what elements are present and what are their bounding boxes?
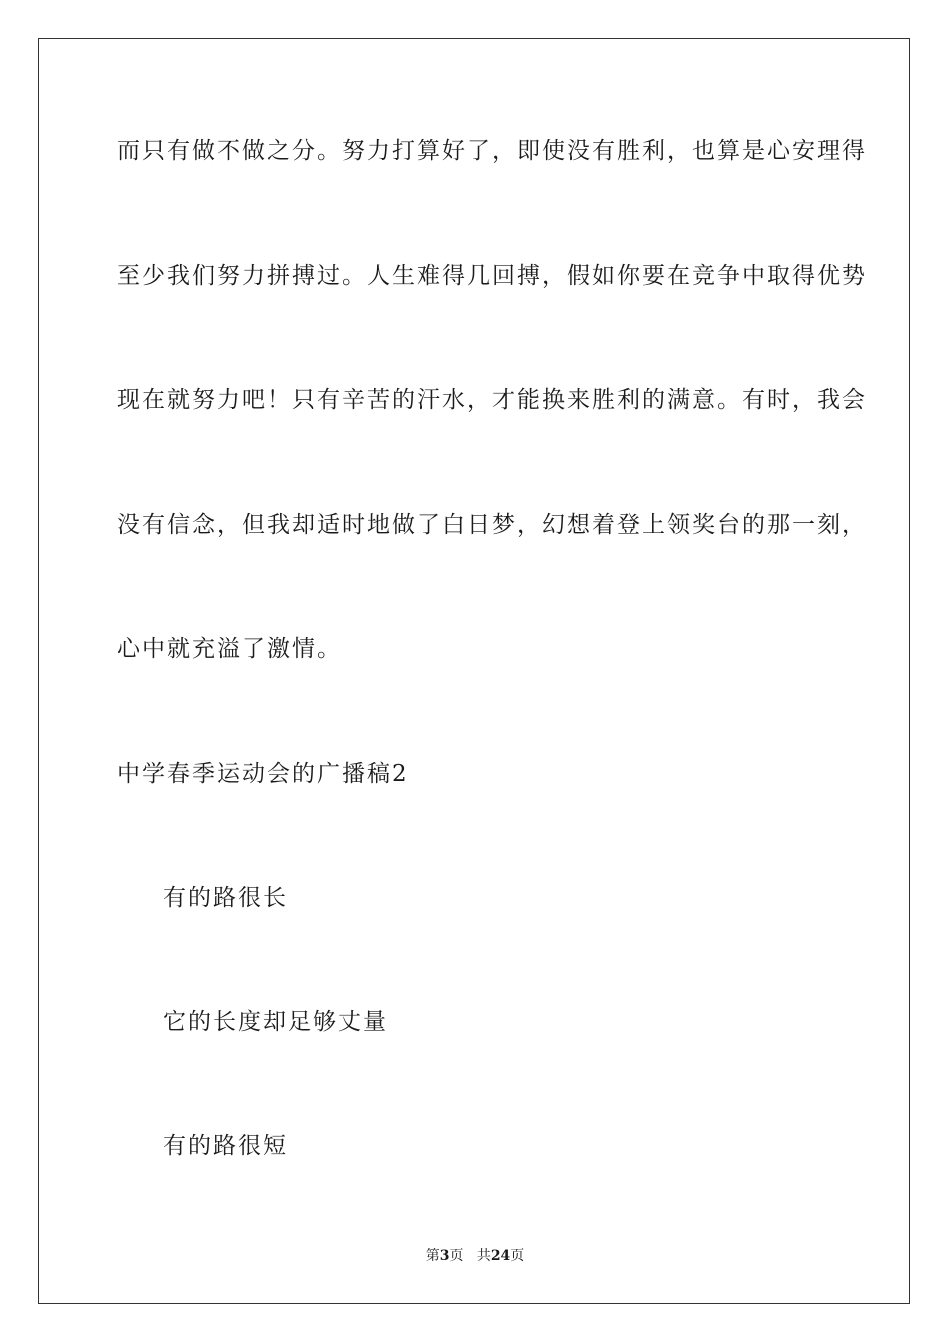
poem-line-1: 有的路很长	[163, 885, 288, 911]
section-title: 中学春季运动会的广播稿2	[117, 761, 409, 787]
body-line-5: 心中就充溢了激情。	[117, 636, 342, 662]
body-line-2: 至少我们努力拼搏过。人生难得几回搏，假如你要在竞争中取得优势	[117, 263, 867, 289]
current-page-number: 3	[439, 1248, 450, 1264]
footer-total-suffix: 页	[510, 1248, 525, 1264]
page-footer	[0, 1246, 950, 1266]
body-line-1: 而只有做不做之分。努力打算好了，即使没有胜利，也算是心安理得	[117, 138, 867, 164]
body-line-4: 没有信念，但我却适时地做了白日梦，幻想着登上领奖台的那一刻，	[117, 512, 867, 538]
footer-total-prefix: 共	[476, 1248, 491, 1264]
body-line-3: 现在就努力吧！只有辛苦的汗水，才能换来胜利的满意。有时，我会	[117, 387, 867, 413]
footer-page-word: 页	[449, 1248, 464, 1264]
page-border	[38, 38, 910, 1304]
poem-line-2: 它的长度却足够丈量	[163, 1009, 388, 1035]
poem-line-3: 有的路很短	[163, 1133, 288, 1159]
footer-prefix: 第	[425, 1248, 440, 1264]
total-pages-number: 24	[490, 1248, 511, 1264]
